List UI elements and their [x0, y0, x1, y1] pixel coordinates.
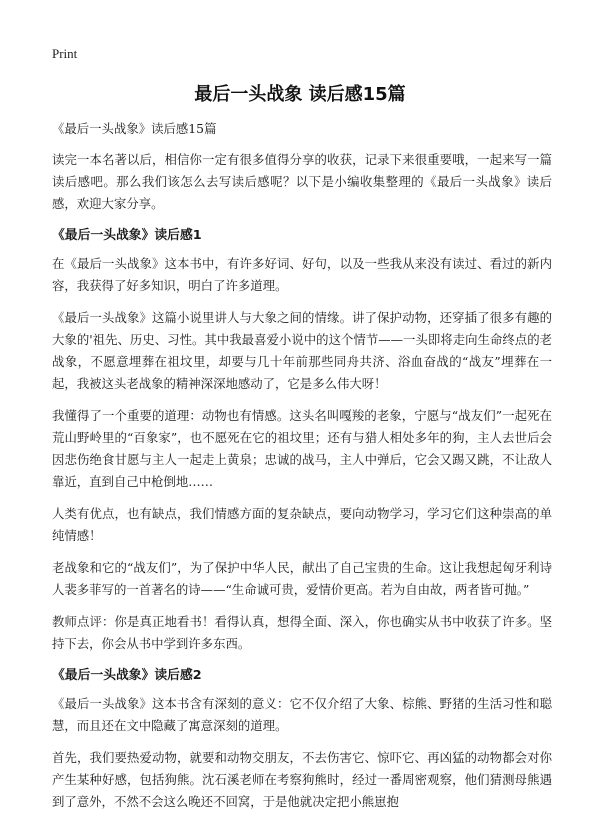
section-1-paragraph: 人类有优点，也有缺点，我们情感方面的复杂缺点，要向动物学习，学习它们这种崇高的单纯情感！	[52, 506, 552, 543]
article-body	[52, 118, 552, 823]
section-1-paragraph: 《最后一头战象》这篇小说里讲人与大象之间的情缘。讲了保护动物，还穿插了很多有趣的大象的'祖先、历史、习性。其中我最喜爱小说中的这个情节——一头即将走向生命终点的老战象，不愿意埋葬在祖坟里，却要与几十年前那些同舟共济、浴血奋战的“战友”埋葬在一起，我被这头老战象的精神深深地感动了，它是多么伟大呀！	[52, 310, 552, 391]
print-link[interactable]: Print	[52, 46, 78, 61]
teacher-comment: 教师点评：你是真正地看书！看得认真，想得全面、深入，你也确实从书中收获了许多。坚持下去，你会从书中学到许多东西。	[52, 614, 552, 651]
article-subtitle: 《最后一头战象》读后感15篇	[52, 121, 217, 136]
section-heading-2: 《最后一头战象》读后感2	[52, 668, 202, 683]
section-1-paragraph: 老战象和它的“战友们”，为了保护中华人民，献出了自己宝贵的生命。这让我想起匈牙利诗人裴多菲写的一首著名的诗——“生命诚可贵，爱情价更高。若为自由故，两者皆可抛。”	[52, 560, 552, 597]
page-title: 最后一头战象 读后感15篇	[194, 84, 406, 105]
intro-paragraph: 读完一本名著以后，相信你一定有很多值得分享的收获，记录下来很重要哦，一起来写一篇读后感吧。那么我们该怎么去写读后感呢？以下是小编收集整理的《最后一头战象》读后感，欢迎大家分享。	[52, 152, 552, 211]
section-heading-1: 《最后一头战象》读后感1	[52, 228, 202, 243]
section-2-paragraph: 《最后一头战象》这本书含有深刻的意义：它不仅介绍了大象、棕熊、野猪的生活习性和聪慧，而且还在文中隐藏了寓意深刻的道理。	[52, 696, 552, 733]
section-1-paragraph: 在《最后一头战象》这本书中，有许多好词、好句，以及一些我从来没有读过、看过的新内容，我获得了好多知识，明白了许多道理。	[52, 256, 552, 293]
section-2-paragraph: 首先，我们要热爱动物，就要和动物交朋友，不去伤害它、惊吓它、再凶猛的动物都会对你产生某种好感，包括狗熊。沈石溪老师在考察狗熊时，经过一番周密观察，他们猜测母熊遇到了意外，不然不会这么晚还不回窝，于是他就决定把小熊崽抱	[52, 750, 552, 809]
section-1-paragraph: 我懂得了一个重要的道理：动物也有情感。这头名叫嘎羧的老象，宁愿与“战友们”一起死在荒山野岭里的“百象家”，也不愿死在它的祖坟里；还有与猎人相处多年的狗，主人去世后会因悲伤绝食甘愿与主人一起走上黄泉；忠诚的战马，主人中弹后，它会又踢又跳，不让敌人靠近，直到自己中枪倒地……	[52, 408, 552, 489]
